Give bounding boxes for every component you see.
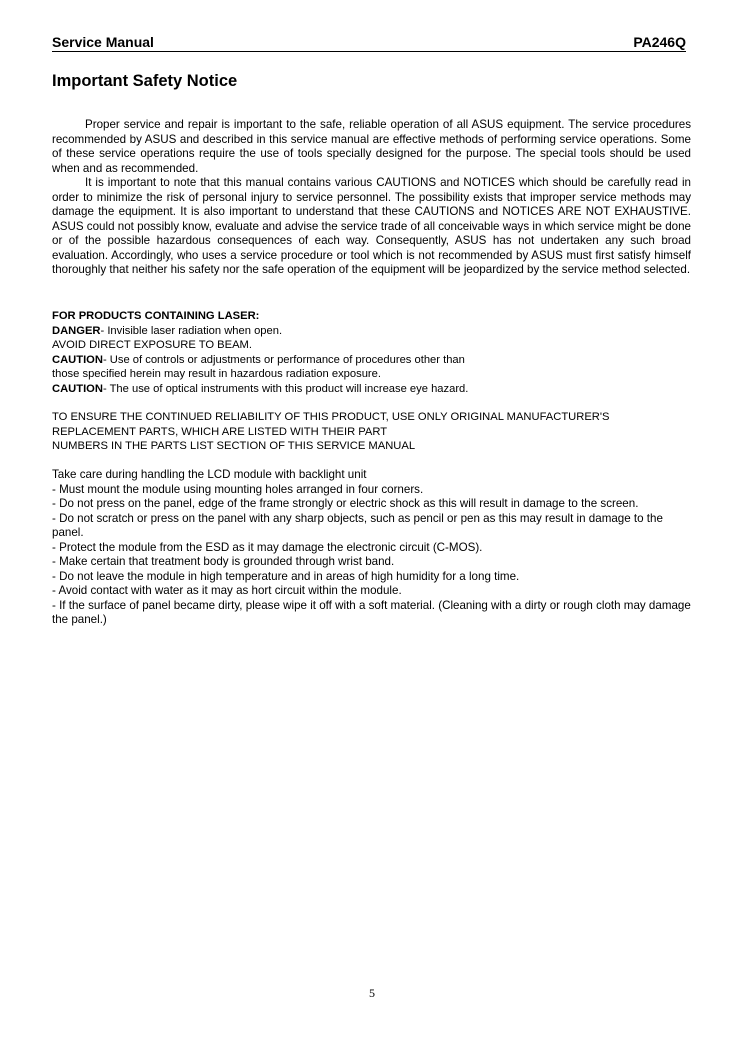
page-header xyxy=(52,34,686,52)
lcd-item: - Must mount the module using mounting holes arranged in four corners. xyxy=(52,482,424,496)
danger-text: - Invisible laser radiation when open. xyxy=(100,324,283,337)
lcd-item: - Do not scratch or press on the panel with any sharp objects, such as pencil or pen as this may result in damage to the panel. xyxy=(52,511,663,539)
caution-continuation: those specified herein may result in hazardous radiation exposure. xyxy=(52,368,381,380)
lcd-item: - Do not leave the module in high temperature and in areas of high humidity for a long time. xyxy=(52,569,520,583)
caution-text: - The use of optical instruments with this product will increase eye hazard. xyxy=(102,382,469,395)
caution-line xyxy=(52,353,691,368)
lcd-item: - Make certain that treatment body is grounded through wrist band. xyxy=(52,555,395,568)
reliability-notice xyxy=(52,410,691,454)
laser-heading: FOR PRODUCTS CONTAINING LASER: xyxy=(52,310,260,322)
reliability-line: REPLACEMENT PARTS, WHICH ARE LISTED WITH THEIR PART xyxy=(52,425,388,438)
intro-section xyxy=(52,118,691,278)
caution-label: CAUTION xyxy=(52,382,103,395)
caution-line xyxy=(52,382,691,397)
intro-paragraph: It is important to note that this manual contains various CAUTIONS and NOTICES which should be carefully read in order to minimize the risk of personal injury to service personnel. The possibility exists that improper service methods may damage the equipment. It is also important to understand that these CAUTIONS and NOTICES ARE NOT EXHAUSTIVE. ASUS could not possibly know, evaluate and advise the service trade of all conceivable ways in which service might be done or of the possible hazardous consequences of each way. Consequently, ASUS has not undertaken any such broad evaluation. Accordingly, who uses a service procedure or tool which is not recommended by ASUS must first satisfy himself thoroughly that neither his safety nor the safe operation of the equipment will be jeopardized by the service method selected. xyxy=(52,176,691,276)
header-model-number: PA246Q xyxy=(633,34,686,50)
lcd-item: - Do not press on the panel, edge of the frame strongly or electric shock as this will result in damage to the screen. xyxy=(52,497,639,510)
page-number: 5 xyxy=(369,986,375,1000)
lcd-intro: Take care during handling the LCD module with backlight unit xyxy=(52,468,367,481)
lcd-item: - Protect the module from the ESD as it may damage the electronic circuit (C-MOS). xyxy=(52,540,483,554)
page-title: Important Safety Notice xyxy=(52,72,238,90)
caution-text: - Use of controls or adjustments or performance of procedures other than xyxy=(102,353,465,366)
danger-line xyxy=(52,324,691,339)
avoid-exposure-line: AVOID DIRECT EXPOSURE TO BEAM. xyxy=(52,339,252,351)
lcd-item: - If the surface of panel became dirty, please wipe it off with a soft material. (Cleaning with a dirty or rough cloth may damage the panel.) xyxy=(52,598,691,626)
reliability-line: NUMBERS IN THE PARTS LIST SECTION OF THIS SERVICE MANUAL xyxy=(52,440,416,452)
lcd-handling-section xyxy=(52,468,691,628)
caution-label: CAUTION xyxy=(52,353,103,366)
header-manual-title: Service Manual xyxy=(52,34,154,50)
intro-paragraph: Proper service and repair is important to the safe, reliable operation of all ASUS equipment. The service procedures recommended by ASUS and described in this service manual are effective methods of performing service operations. Some of these service operations require the use of tools specially designed for the purpose. The special tools should be used when and as recommended. xyxy=(52,118,691,175)
laser-section xyxy=(52,309,691,396)
lcd-item: - Avoid contact with water as it may as hort circuit within the module. xyxy=(52,584,402,597)
reliability-line: TO ENSURE THE CONTINUED RELIABILITY OF THIS PRODUCT, USE ONLY ORIGINAL MANUFACTURER'S xyxy=(52,411,610,423)
danger-label: DANGER xyxy=(52,324,101,337)
